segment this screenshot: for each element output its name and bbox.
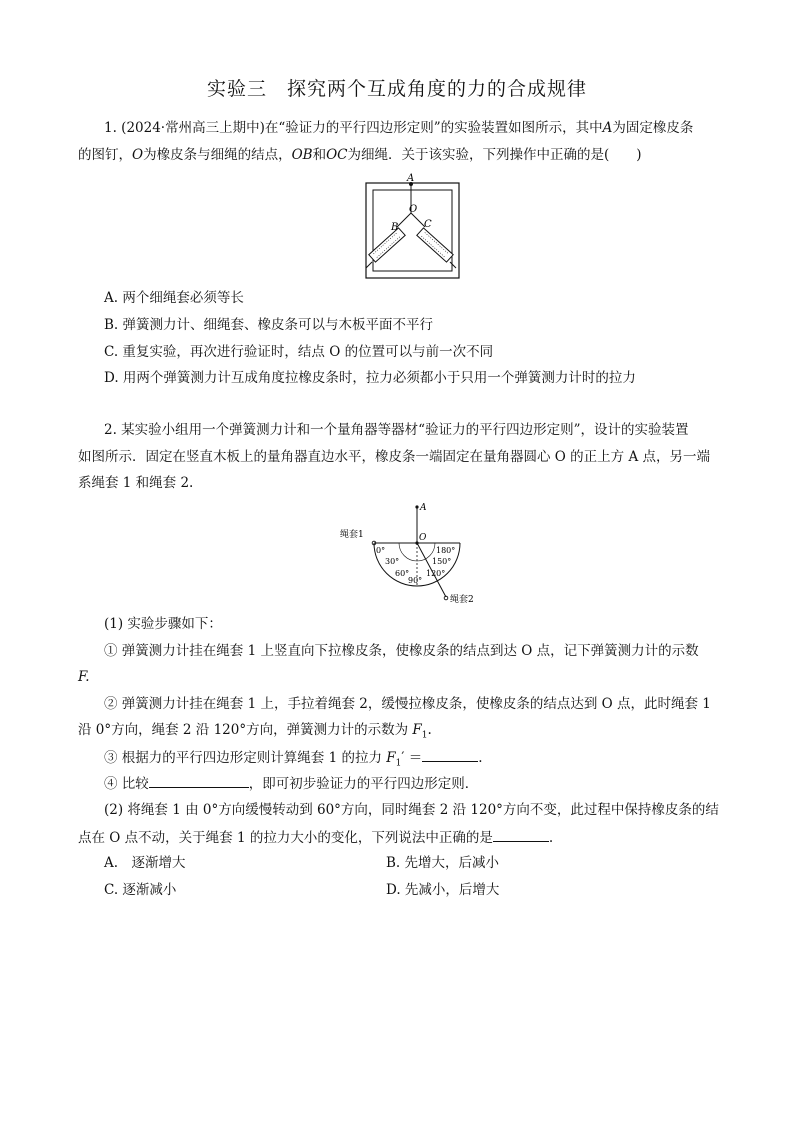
q2-option-b: B. 先增大，后减小 xyxy=(386,855,500,871)
q2-fig-angle-120: 120° xyxy=(426,569,446,578)
q1-option-b: B. 弹簧测力计、细绳套、橡皮条可以与木板平面不平行 xyxy=(104,317,434,333)
q1-fig-label-o: O xyxy=(409,204,418,215)
q2-part2-line2: 点在 O 点不动，关于绳套 1 的拉力大小的变化，下列说法中正确的是 . xyxy=(78,827,553,848)
q2-step1-line1: ① 弹簧测力计挂在绳套 1 上竖直向下拉橡皮条，使橡皮条的结点到达 O 点，记下弹簧测力计的示数 xyxy=(104,643,699,659)
q2-step4-answer-blank[interactable] xyxy=(149,773,249,788)
q2-stem-line1: 2. 某实验小组用一个弹簧测力计和一个量角器等器材“验证力的平行四边形定则”，设计的实验装置 xyxy=(104,422,689,438)
q2-fig-label-o: O xyxy=(419,533,427,543)
q2-stem-line3: 系绳套 1 和绳套 2. xyxy=(78,475,194,491)
q2-step2-line2: 沿 0°方向，绳套 2 沿 120°方向，弹簧测力计的示数为 $F_1$. xyxy=(78,722,432,741)
q2-part2-answer-blank[interactable] xyxy=(493,827,549,842)
q2-option-a: A. 逐渐增大 xyxy=(104,855,186,871)
q2-fig-angle-60: 60° xyxy=(395,569,410,578)
q2-fig-angle-150: 150° xyxy=(432,557,452,566)
q2-fig-angle-30: 30° xyxy=(385,557,400,566)
q2-option-d: D. 先减小，后增大 xyxy=(386,882,500,898)
q2-fig-angle-90: 90° xyxy=(408,576,423,585)
q1-figure xyxy=(352,170,464,280)
q1-option-c: C. 重复实验，再次进行验证时，结点 O 的位置可以与前一次不同 xyxy=(104,344,494,360)
q2-part1-heading: (1) 实验步骤如下： xyxy=(104,616,222,632)
q2-step4: ④ 比较 ，即可初步验证力的平行四边形定则． xyxy=(104,773,478,794)
q2-step3: ③ 根据力的平行四边形定则计算绳套 1 的拉力 $F_1'$ ＝ . xyxy=(104,747,483,774)
q1-option-d: D. 用两个弹簧测力计互成角度拉橡皮条时，拉力必须都小于只用一个弹簧测力计时的拉力 xyxy=(104,370,636,386)
q2-part2-line1: (2) 将绳套 1 由 0°方向缓慢转动到 60°方向，同时绳套 2 沿 120°方向不变，此过程中保持橡皮条的结 xyxy=(104,802,719,818)
q1-fig-label-b: B xyxy=(391,222,399,233)
q2-fig-rope1: 绳套1 xyxy=(340,530,364,540)
q2-stem-line2: 如图所示．固定在竖直木板上的量角器直边水平，橡皮条一端固定在量角器圆心 O 的正上方 A 点，另一端 xyxy=(78,449,710,465)
q2-step1-line2: F. xyxy=(78,669,90,685)
q2-option-c: C. 逐渐减小 xyxy=(104,882,177,898)
q1-stem-line1: 1. (2024·常州高三上期中)在“验证力的平行四边形定则”的实验装置如图所示，其中A为固定橡皮条 xyxy=(104,120,694,136)
q2-fig-angle-0: 0° xyxy=(376,546,386,555)
q2-step3-answer-blank[interactable] xyxy=(422,747,478,762)
page-title: 实验三 探究两个互成角度的力的合成规律 xyxy=(206,78,587,100)
q1-fig-label-a: A xyxy=(407,173,415,184)
q1-option-a: A. 两个细绳套必须等长 xyxy=(104,290,244,306)
q2-fig-rope2: 绳套2 xyxy=(450,595,474,605)
q2-step2-line1: ② 弹簧测力计挂在绳套 1 上，手拉着绳套 2，缓慢拉橡皮条，使橡皮条的结点达到 O 点，此时绳套 1 xyxy=(104,696,711,712)
q1-stem-line2: 的图钉，O为橡皮条与细绳的结点，OB和OC为细绳．关于该实验，下列操作中正确的是( ) xyxy=(78,147,642,163)
q2-fig-label-a: A xyxy=(420,503,427,513)
q2-figure xyxy=(330,498,490,606)
q2-fig-angle-180: 180° xyxy=(436,546,456,555)
q1-fig-label-c: C xyxy=(424,219,432,230)
